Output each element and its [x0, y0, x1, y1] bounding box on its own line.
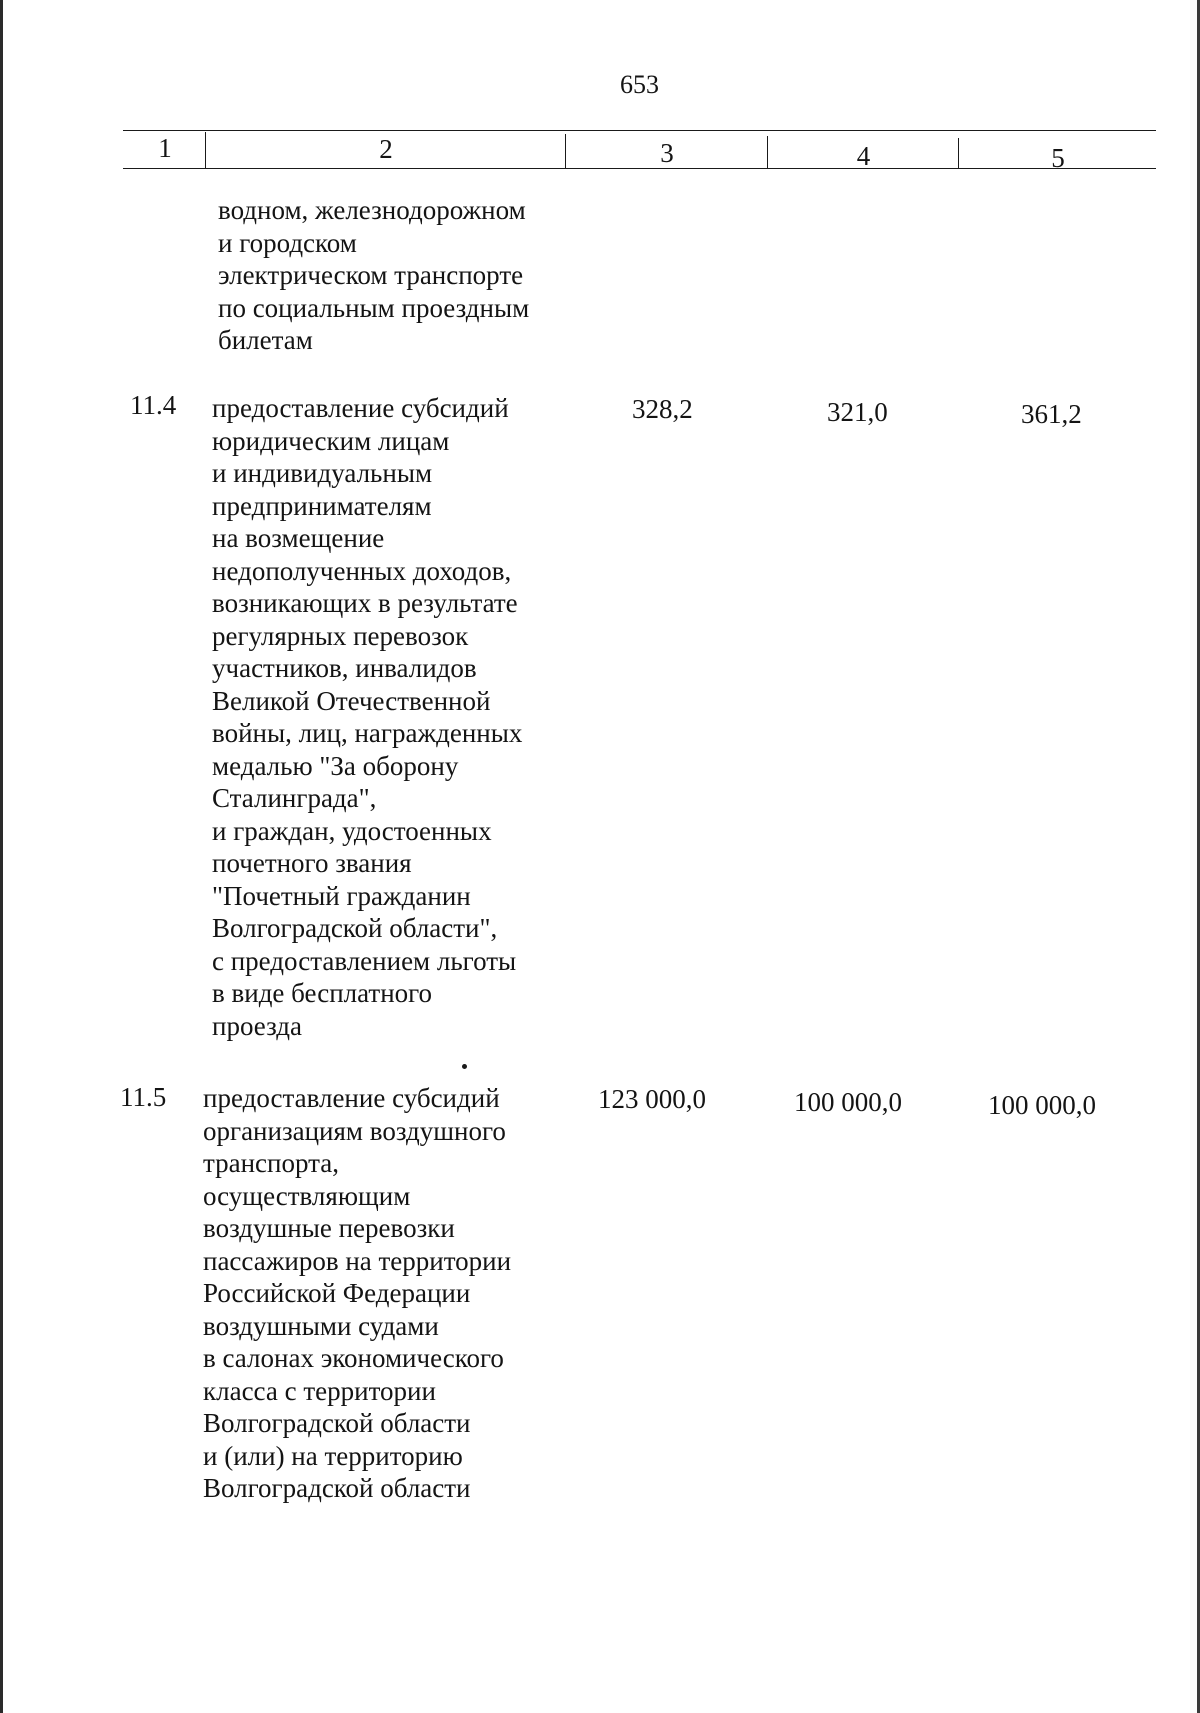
value-col-5: 361,2 [1021, 399, 1082, 429]
header-divider-2 [565, 134, 566, 168]
header-col-1: 1 [158, 133, 172, 163]
header-divider-3 [767, 136, 768, 168]
value-col-3: 123 000,0 [598, 1084, 706, 1114]
value-col-4: 321,0 [827, 397, 888, 427]
scan-edge-left [0, 0, 3, 1713]
value-col-3: 328,2 [632, 394, 693, 424]
header-divider-4 [958, 138, 959, 168]
row-description: водном, железнодорожном и городском электрическом транспорте по социальным проездным билетам [218, 195, 530, 355]
value-col-5: 100 000,0 [988, 1090, 1096, 1120]
scan-speck [462, 1064, 467, 1069]
header-col-4: 4 [856, 141, 871, 171]
header-top-line [123, 130, 1156, 131]
header-col-3: 3 [660, 138, 674, 168]
header-divider-1 [205, 132, 206, 168]
row-description: предоставление субсидий юридическим лицам и индивидуальным предпринимателям на возмещение недополученных доходов, возникающих в результате регулярных перевозок участников, инвалидов Великой Отечественной войны, лиц, награжденных медалью "За оборону Сталинграда", и граждан, удостоенных почетного звания "Почетный гражданин Волгоградской области", с предоставлением льготы в виде бесплатного проезда [212, 393, 523, 1041]
header-col-2: 2 [379, 134, 393, 164]
page-number: 653 [620, 70, 659, 99]
row-description: предоставление субсидий организациям воздушного транспорта, осуществляющим воздушные перевозки пассажиров на территории Российской Федерации воздушными судами в салонах экономического класса с территории Волгоградской области и (или) на территорию Волгоградской области [203, 1083, 512, 1503]
row-number: 11.4 [130, 390, 177, 420]
value-col-4: 100 000,0 [794, 1087, 902, 1117]
row-number: 11.5 [120, 1082, 167, 1112]
header-col-5: 5 [1051, 143, 1065, 173]
